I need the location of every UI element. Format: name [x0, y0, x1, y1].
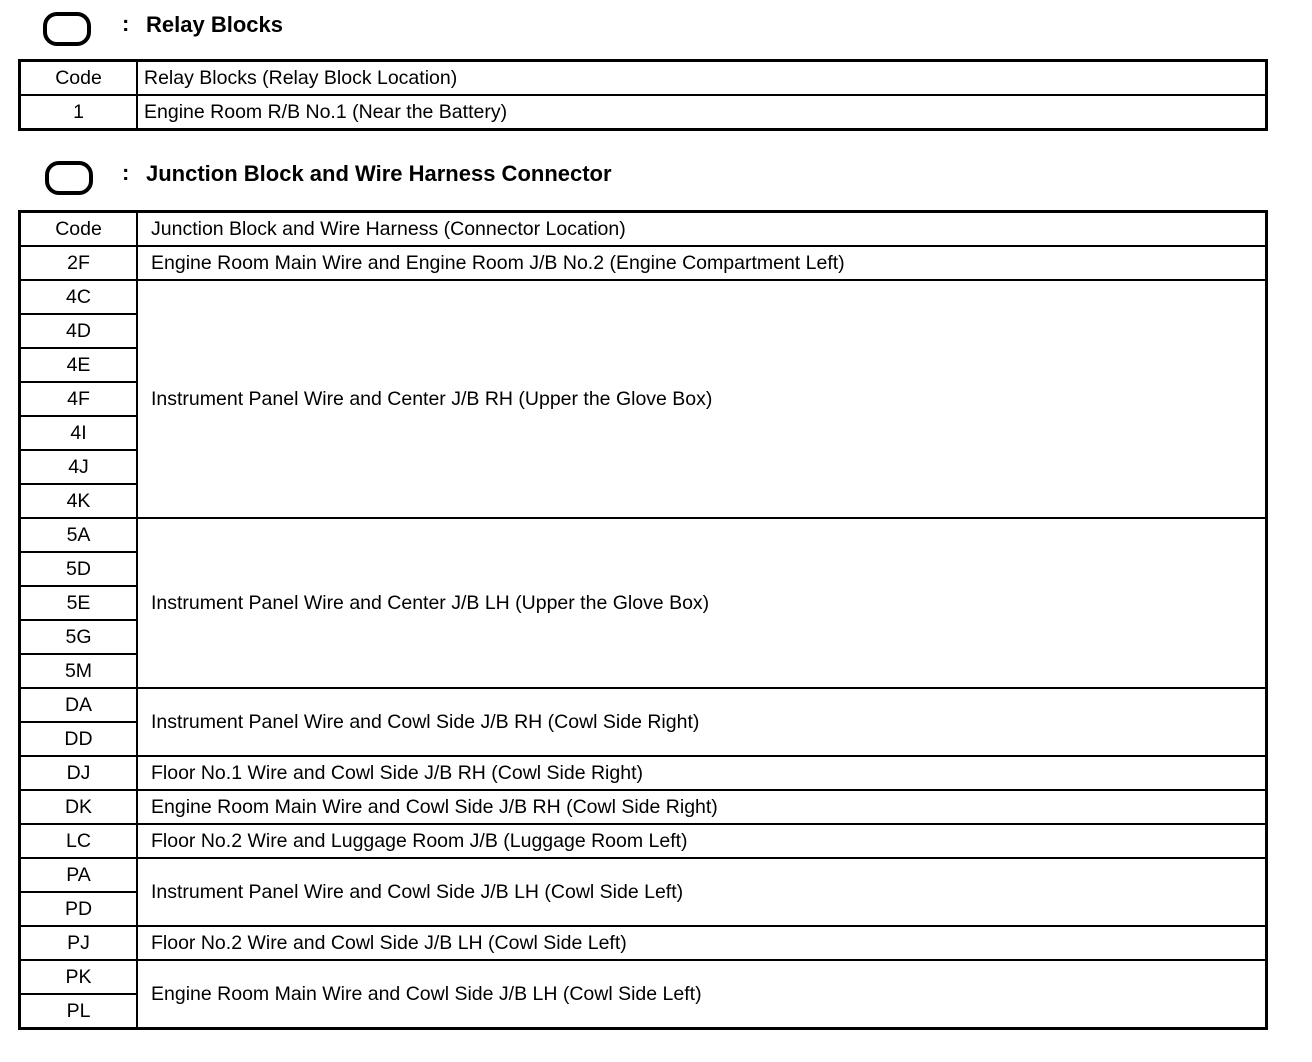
- relay-section-colon: :: [122, 11, 130, 36]
- table-row: [20, 824, 1267, 858]
- code-cell: 4E: [20, 348, 138, 382]
- code-cell: 5D: [20, 552, 138, 586]
- code-cell: 5E: [20, 586, 138, 620]
- description-cell: Floor No.2 Wire and Cowl Side J/B LH (Cowl Side Left): [137, 926, 1267, 960]
- table-row: [20, 960, 1267, 994]
- code-cell: 4J: [20, 450, 138, 484]
- code-cell: DJ: [20, 756, 138, 790]
- code-cell: 2F: [20, 246, 138, 280]
- description-cell: Floor No.2 Wire and Luggage Room J/B (Luggage Room Left): [137, 824, 1267, 858]
- table-row: [20, 756, 1267, 790]
- table-row: [20, 95, 1267, 130]
- junction-blocks-table: [18, 210, 1268, 1030]
- junction-section-colon: :: [122, 160, 130, 185]
- description-cell: Engine Room Main Wire and Cowl Side J/B RH (Cowl Side Right): [137, 790, 1267, 824]
- table-header-row: [20, 212, 1267, 247]
- junction-block-oval-icon: [45, 161, 93, 195]
- code-cell: 5M: [20, 654, 138, 688]
- code-cell: 4I: [20, 416, 138, 450]
- code-cell: 1: [20, 95, 138, 130]
- table-row: [20, 926, 1267, 960]
- description-cell: Engine Room Main Wire and Cowl Side J/B LH (Cowl Side Left): [137, 960, 1267, 1029]
- table-row: [20, 858, 1267, 892]
- code-cell: LC: [20, 824, 138, 858]
- description-cell: Engine Room R/B No.1 (Near the Battery): [137, 95, 1267, 130]
- table-row: [20, 688, 1267, 722]
- table-row: [20, 246, 1267, 280]
- description-header: Relay Blocks (Relay Block Location): [137, 61, 1267, 96]
- code-cell: 5A: [20, 518, 138, 552]
- description-cell: Instrument Panel Wire and Cowl Side J/B LH (Cowl Side Left): [137, 858, 1267, 926]
- table-header-row: [20, 61, 1267, 96]
- code-cell: PA: [20, 858, 138, 892]
- description-cell: Instrument Panel Wire and Center J/B LH (Upper the Glove Box): [137, 518, 1267, 688]
- code-header: Code: [20, 212, 138, 247]
- code-cell: PL: [20, 994, 138, 1029]
- table-row: [20, 518, 1267, 552]
- relay-section-title: Relay Blocks: [146, 12, 283, 37]
- junction-section-title: Junction Block and Wire Harness Connector: [146, 161, 612, 186]
- code-cell: DK: [20, 790, 138, 824]
- code-cell: 4C: [20, 280, 138, 314]
- code-cell: PK: [20, 960, 138, 994]
- description-header: Junction Block and Wire Harness (Connector Location): [137, 212, 1267, 247]
- code-cell: 5G: [20, 620, 138, 654]
- code-cell: PD: [20, 892, 138, 926]
- code-cell: PJ: [20, 926, 138, 960]
- code-cell: 4D: [20, 314, 138, 348]
- description-cell: Floor No.1 Wire and Cowl Side J/B RH (Cowl Side Right): [137, 756, 1267, 790]
- relay-blocks-table: [18, 59, 1268, 131]
- code-cell: 4K: [20, 484, 138, 518]
- relay-block-oval-icon: [43, 12, 91, 46]
- code-header: Code: [20, 61, 138, 96]
- table-row: [20, 790, 1267, 824]
- code-cell: DA: [20, 688, 138, 722]
- description-cell: Instrument Panel Wire and Cowl Side J/B RH (Cowl Side Right): [137, 688, 1267, 756]
- description-cell: Engine Room Main Wire and Engine Room J/B No.2 (Engine Compartment Left): [137, 246, 1267, 280]
- table-row: [20, 280, 1267, 314]
- code-cell: 4F: [20, 382, 138, 416]
- description-cell: Instrument Panel Wire and Center J/B RH (Upper the Glove Box): [137, 280, 1267, 518]
- code-cell: DD: [20, 722, 138, 756]
